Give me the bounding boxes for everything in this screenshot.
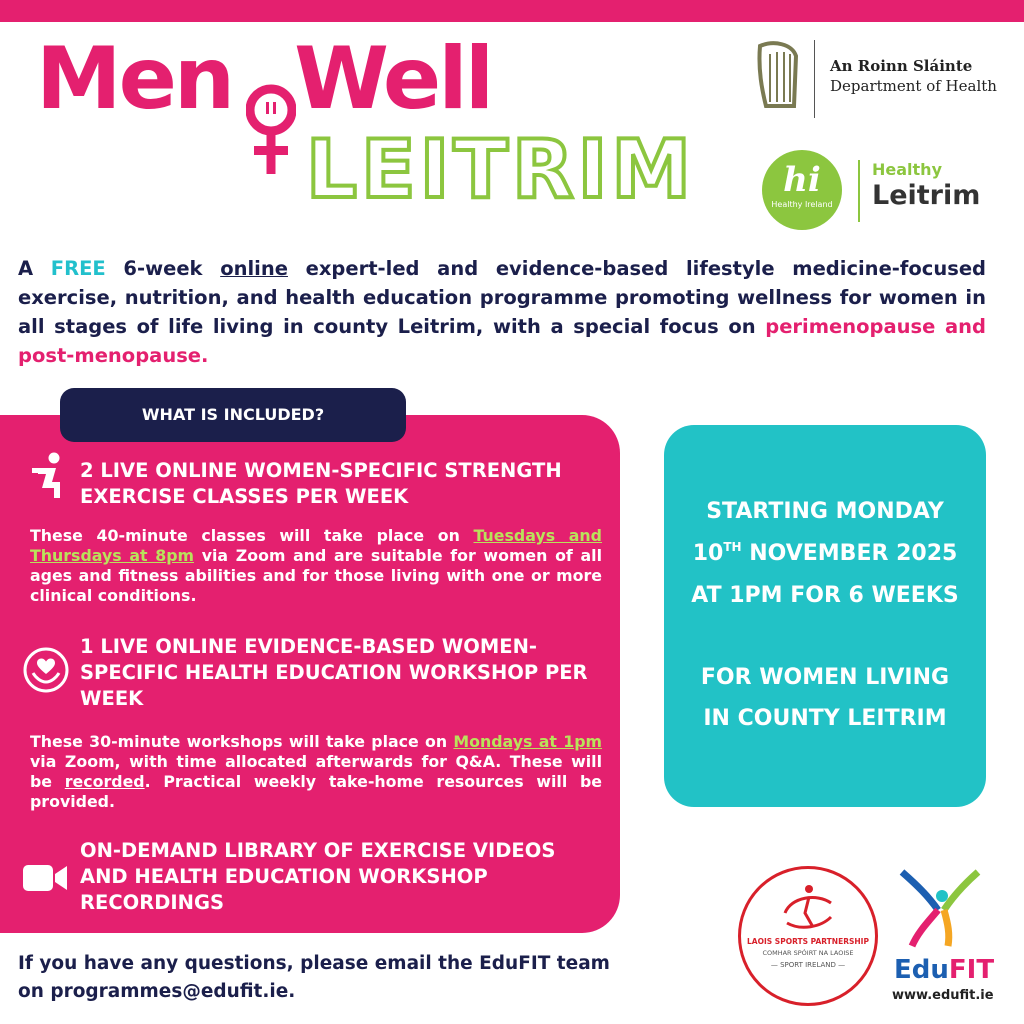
s1-body-a: These 40-minute classes will take place on bbox=[30, 526, 474, 545]
schedule-line-5: IN COUNTY LEITRIM bbox=[703, 706, 947, 731]
section-library-title: ON-DEMAND LIBRARY OF EXERCISE VIDEOS AND HEALTH EDUCATION WORKSHOP RECORDINGS bbox=[80, 839, 556, 914]
section-workshop-title: 1 LIVE ONLINE EVIDENCE-BASED WOMEN-SPECIFIC HEALTH EDUCATION WORKSHOP PER WEEK bbox=[80, 635, 588, 710]
s1-body-b: via Zoom and are suitable for women of all ages and fitness abilities and for those living with one or more clinical conditions. bbox=[30, 546, 602, 605]
s2-body-b: via Zoom, with time allocated afterwards for Q&A. These will be bbox=[30, 752, 602, 791]
laois-sport-ireland: — SPORT IRELAND — bbox=[770, 961, 846, 969]
edufit-url[interactable]: www.edufit.ie bbox=[892, 988, 994, 1003]
recorded-label: recorded bbox=[64, 772, 145, 791]
laois-name: LAOIS SPORTS PARTNERSHIP bbox=[747, 937, 869, 946]
schedule-day: 10 bbox=[692, 541, 724, 566]
schedule-panel bbox=[664, 425, 986, 807]
dept-name bbox=[830, 56, 997, 96]
section-strength-body bbox=[30, 526, 602, 606]
logo-leitrim-text: LEITRIM bbox=[306, 123, 695, 216]
edufit-figure-icon bbox=[898, 866, 982, 950]
laois-irish-name: COMHAR SPÓIRT NA LAOISE bbox=[762, 949, 854, 957]
exercise-person-icon bbox=[30, 452, 70, 502]
dept-line-irish: An Roinn Sláinte bbox=[830, 57, 973, 75]
section-strength-title: 2 LIVE ONLINE WOMEN-SPECIFIC STRENGTH EXERCISE CLASSES PER WEEK bbox=[80, 459, 562, 508]
s1-schedule-highlight: Tuesdays and Thursdays at 8pm bbox=[30, 526, 602, 565]
schedule-day-suffix: TH bbox=[723, 540, 742, 554]
healthy-big-label: Leitrim bbox=[872, 180, 981, 211]
top-accent-bar bbox=[0, 0, 1024, 22]
hi-sub: Healthy Ireland bbox=[771, 200, 833, 209]
included-tab: WHAT IS INCLUDED? bbox=[60, 388, 406, 442]
healthy-ireland-badge bbox=[762, 150, 842, 230]
intro-text-c: expert-led and evidence-based lifestyle medicine-focused exercise, nutrition, and health education programme promoting wellness for women in all stages of life living in county Leitrim, with a special focus on bbox=[18, 257, 986, 338]
contact-prefix: If you have any questions, please email the EduFIT team on bbox=[18, 953, 610, 1002]
edufit-wordmark bbox=[894, 955, 994, 985]
intro-text-a: A bbox=[18, 257, 51, 280]
menopause-highlight: perimenopause and post-menopause. bbox=[18, 315, 986, 367]
contact-text bbox=[18, 950, 618, 1006]
schedule-line-1: STARTING MONDAY bbox=[706, 499, 944, 524]
laois-figure-icon bbox=[777, 883, 839, 935]
healthy-divider bbox=[858, 160, 860, 222]
schedule-line-3: AT 1PM FOR 6 WEEKS bbox=[691, 583, 959, 608]
laois-sports-partnership-logo bbox=[738, 866, 878, 1006]
healthy-small-label: Healthy bbox=[872, 160, 942, 179]
dept-divider bbox=[814, 40, 815, 118]
intro-text-b: 6-week bbox=[105, 257, 221, 280]
logo-well-text: Well bbox=[294, 29, 492, 129]
contact-email[interactable]: programmes@edufit.ie. bbox=[50, 981, 296, 1002]
section-workshop-body bbox=[30, 732, 602, 812]
video-camera-icon bbox=[22, 862, 68, 894]
intro-paragraph bbox=[18, 254, 986, 370]
heart-hands-icon bbox=[22, 646, 70, 694]
healthy-leitrim-logo bbox=[762, 150, 1002, 234]
schedule-line-2 bbox=[664, 540, 986, 568]
edufit-edu: Edu bbox=[894, 955, 949, 985]
s2-body-c: . Practical weekly take-home resources will be provided. bbox=[30, 772, 602, 811]
s2-schedule-highlight: Mondays at 1pm bbox=[453, 732, 602, 751]
schedule-month-year: NOVEMBER 2025 bbox=[741, 541, 958, 566]
hi-mark: hi bbox=[783, 160, 821, 200]
free-label: FREE bbox=[50, 257, 106, 280]
schedule-line-4: FOR WOMEN LIVING bbox=[700, 665, 950, 690]
harp-icon bbox=[752, 40, 802, 112]
edufit-fit: FIT bbox=[948, 955, 995, 985]
venus-symbol-icon bbox=[246, 80, 296, 178]
online-label: online bbox=[220, 257, 288, 280]
department-of-health-logo bbox=[752, 40, 1002, 120]
logo-meno-text: Men bbox=[36, 29, 233, 129]
dept-line-english: Department of Health bbox=[830, 77, 997, 95]
s2-body-a: These 30-minute workshops will take place on bbox=[30, 732, 454, 751]
